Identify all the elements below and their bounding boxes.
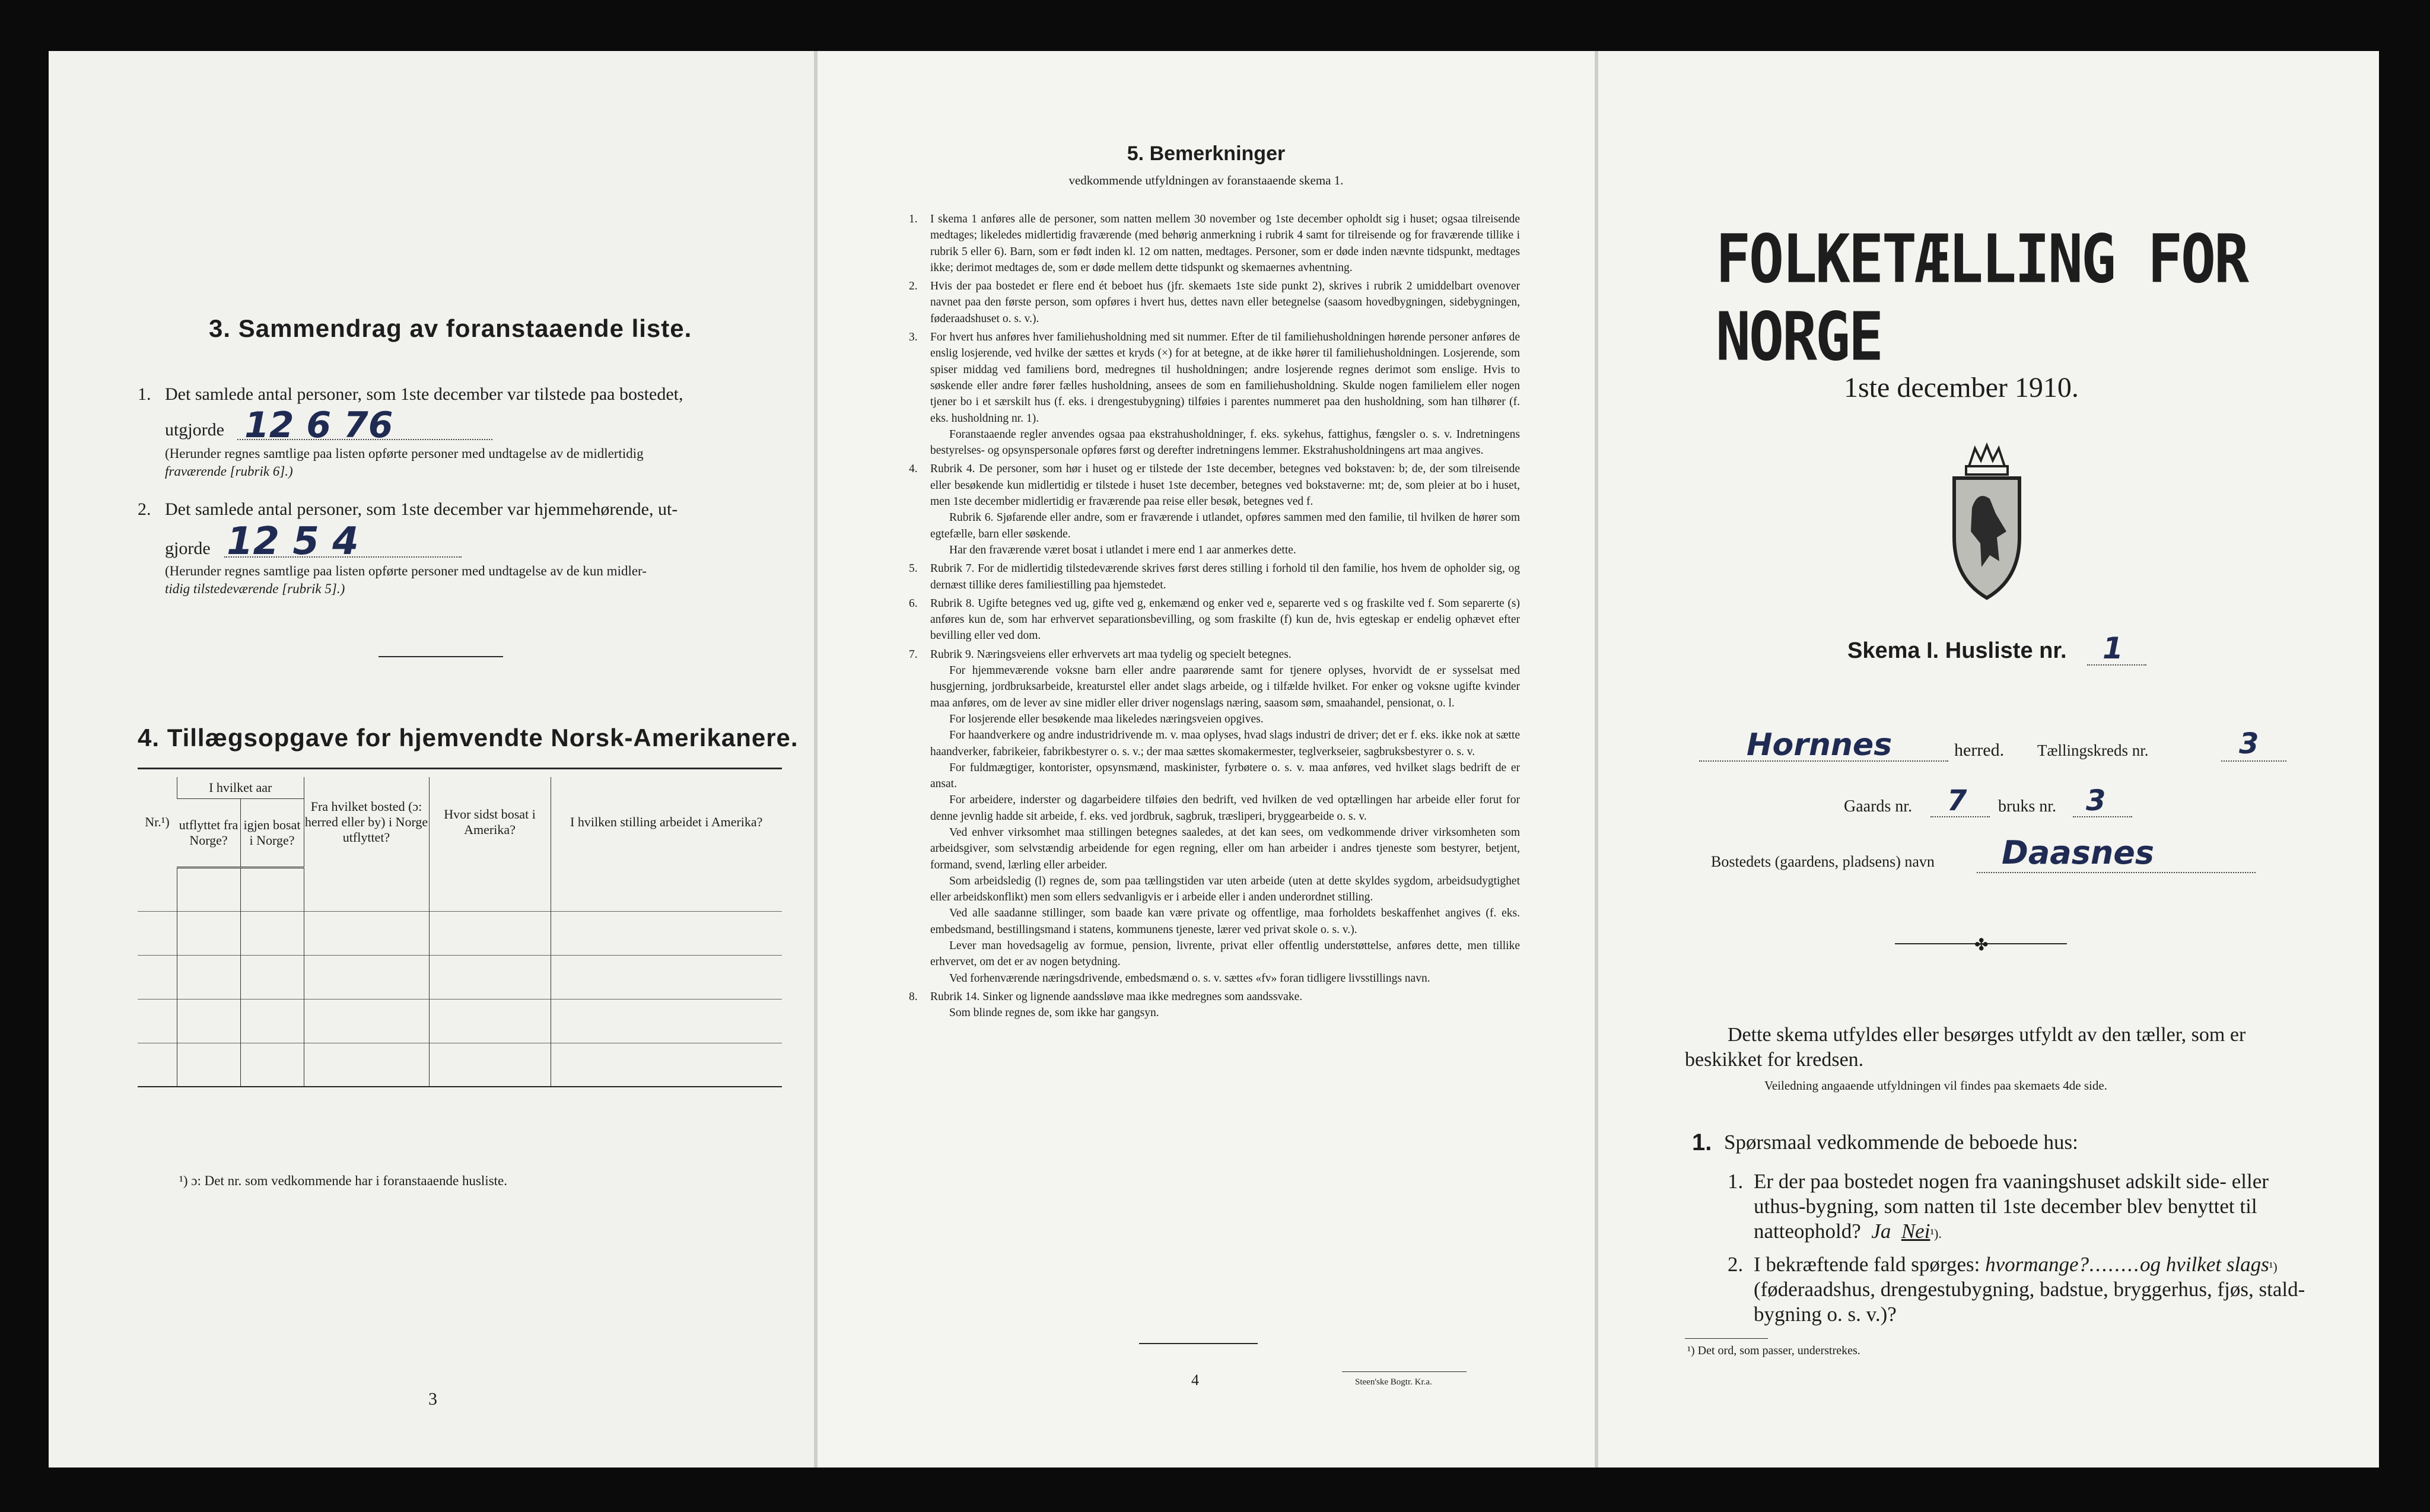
remark-paragraph: Foranstaaende regler anvendes ogsaa paa ekstrahusholdninger, f. eks. sykehus, fattighus, fængsler o. s. v. Indretningens bestyrelses- og opsynspersonale opføres først og derefter indretningens lemmer. Ekstrahusholdningens art maa angives. bbox=[930, 428, 1520, 457]
header-stilling: I hvilken stilling arbeidet i Amerika? bbox=[551, 777, 782, 867]
footnote: ¹) Det ord, som passer, understrekes. bbox=[1687, 1344, 1860, 1357]
remark-item: 5. Rubrik 7. For de midlertidig tilstedeværende skrives først deres stilling i forhold til den familie, hos hvem de opholder sig, og dernæst tillike deres familiestilling paa hjemstedet. bbox=[909, 562, 1520, 591]
remark-paragraph: For hjemmeværende voksne barn eller andre paarørende samt for tjenere oplyses, hvorvidt de er sysselsat med husgjerning, jordbruksarbeide, kreaturstel eller andet slags arbeide, og i tilfælde hvilket. For enker og voksne ugifte kvinder maa anføres, om de lever av sine midler eller driver nogenslags næring, saasom søm, smaahandel, pensionat, o. l. bbox=[930, 664, 1520, 709]
remark-paragraph: Ved alle saadanne stillinger, som baade kan være private og offentlige, maa forholdets beskaffenhet angives (f. eks. embedsmand, bestillingsmand i statens, kommunens tjeneste, lærer ved privat skole o. s. v.). bbox=[930, 907, 1520, 936]
table-row bbox=[138, 1043, 782, 1087]
remark-paragraph: Ved enhver virksomhet maa stillingen betegnes saaledes, at det kan sees, om vedkommende driver virksomheten som arbeidsgiver, som selvstændig arbeidende for egen regning, eller om han arbeider i andres tjeneste som bestyrer, betjent, formand, svend, lærling eller arbeider. bbox=[930, 826, 1520, 871]
kreds-label: Tællingskreds nr. bbox=[2037, 741, 2149, 759]
kreds-dotted-line bbox=[2221, 760, 2286, 762]
item-2-handwritten-value: 12 5 4 bbox=[227, 520, 359, 564]
item-1-text: Det samlede antal personer, som 1ste december var tilstede paa bostedet, bbox=[165, 384, 683, 404]
ornament-icon: ✤ bbox=[1974, 936, 1989, 954]
item-2-number: 2. bbox=[138, 499, 151, 519]
page-1 bbox=[1598, 51, 2379, 1468]
header-utflyttet: utflyttet fra Norge? bbox=[177, 798, 241, 867]
kreds-value: 3 bbox=[2239, 727, 2259, 760]
instruction-line-b: beskikket for kredsen. bbox=[1685, 1049, 1864, 1071]
header-group-year: I hvilket aar bbox=[177, 777, 304, 798]
schema-label: Skema I. Husliste nr. bbox=[1847, 638, 2067, 663]
remark-paragraph: Ved forhenværende næringsdrivende, embedsmænd o. s. v. sættes «fv» foran tidligere livsstillings navn. bbox=[949, 972, 1430, 985]
table-footnote: ¹) ɔ: Det nr. som vedkommende har i foranstaaende husliste. bbox=[179, 1173, 507, 1188]
q2-line-c: bygning o. s. v.)? bbox=[1754, 1303, 1897, 1326]
remark-paragraph: Lever man hovedsagelig av formue, pension, livrente, privat eller offentlig understøttelse, anføres dette, men tillike erhvervet, om det er av nogen betydning. bbox=[930, 940, 1520, 969]
remark-item: 2. Hvis der paa bostedet er flere end ét beboet hus (jfr. skemaets 1ste side punkt 2), skrives i rubrik 2 umiddelbart ovenover navnet paa den første person, som opføres i hvert hus, dettes navn eller betegnelse (saasom hovedbygningen, sidebygningen, føderaadshuset o. s. v.). bbox=[909, 280, 1520, 325]
instruction-line-a: Dette skema utfyldes eller besørges utfyldt av den tæller, som er bbox=[1728, 1024, 2246, 1046]
printer-imprint: Steen'ske Bogtr. Kr.a. bbox=[1355, 1377, 1432, 1387]
table-row bbox=[138, 911, 782, 955]
gaards-label: Gaards nr. bbox=[1844, 797, 1913, 816]
item-2-note-a: (Herunder regnes samtlige paa listen opførte personer med undtagelse av de kun midler- bbox=[165, 564, 647, 578]
page-number: 4 bbox=[1191, 1371, 1199, 1389]
remark-item: 1. I skema 1 anføres alle de personer, som natten mellem 30 november og 1ste december opholdt sig i huset; ogsaa tilreisende medtages; likeledes midlertidig fraværende (med behørig anmerkning i rubrik 4 samt for tilreisende og for fraværende tillike i rubrik 5 eller 6). Barn, som er født inden kl. 12 om natten, medtages. Personer, som er døde inden nævnte tidspunkt, medtages ikke; derimot medtages de, som er døde mellem dette tidspunkt og skemaernes avhentning. bbox=[909, 213, 1520, 274]
footnote-rule bbox=[1685, 1338, 1768, 1339]
q1-line-b: uthus-bygning, som natten til 1ste december blev benyttet til bbox=[1754, 1195, 2257, 1218]
form-title: FOLKETÆLLING FOR NORGE bbox=[1716, 221, 2248, 377]
item-1-handwritten-value: 12 6 76 bbox=[244, 405, 393, 446]
remark-item: 6. Rubrik 8. Ugifte betegnes ved ug, gifte ved g, enkemænd og enker ved e, separerte ved s og fraskilte ved f. Som separerte (s) anføres kun de, som har erhvervet separationsbevilling, og som fraskilte (f) kun de, hvis egteskap er endelig ophævet efter bevilling eller ved dom. bbox=[909, 597, 1520, 642]
q1-line-c: natteophold? Ja Nei¹). bbox=[1754, 1220, 1942, 1243]
bosted-value: Daasnes bbox=[2002, 834, 2155, 871]
gaards-value: 7 bbox=[1947, 784, 1967, 817]
remark-paragraph: For fuldmægtiger, kontorister, opsynsmænd, maskinister, fyrbøtere o. s. v. maa anføres, ved hvilket slags bedrift de er ansat. bbox=[930, 761, 1520, 791]
remark-paragraph: Har den fraværende været bosat i utlandet i mere end 1 aar anmerkes dette. bbox=[949, 543, 1296, 556]
remark-item: 4. Rubrik 4. De personer, som hør i huset og er tilstede der 1ste december, betegnes ved bokstaven: b; de, der som tilreisende eller besøkende kun midlertidig er tilstede i huset 1ste december, betegnes ved bokstaverne: mt; de, som pleier at bo i huset, men 1ste december midlertidig er fraværende paa reise eller besøk, betegnes ved f. bbox=[909, 463, 1520, 508]
q1-line-a: Er der paa bostedet nogen fra vaaningshuset adskilt side- eller bbox=[1754, 1170, 2269, 1193]
header-igjen: igjen bosat i Norge? bbox=[240, 798, 304, 867]
form-date: 1ste december 1910. bbox=[1844, 372, 2079, 403]
item-2-note-b: tidig tilstedeværende [rubrik 5].) bbox=[165, 581, 345, 596]
remarks-list bbox=[909, 211, 1520, 1021]
remark-paragraph: Som blinde regnes de, som ikke har gangsyn. bbox=[949, 1007, 1159, 1020]
question-section-number: 1. bbox=[1692, 1129, 1712, 1156]
section-3-title: 3. Sammendrag av foranstaaende liste. bbox=[209, 314, 692, 342]
header-hvor-sidst: Hvor sidst bosat i Amerika? bbox=[429, 777, 551, 867]
remark-item: 7. Rubrik 9. Næringsveiens eller erhvervets art maa tydelig og specielt betegnes. bbox=[909, 648, 1292, 661]
remark-paragraph: For haandverkere og andre industridrivende m. v. maa oplyses, hvad slags industri de driver; det er f. eks. ikke nok at sætte haandverker, fabrikeier, fabrikbestyrer o. s. v.; der maa sættes skomakermester, teglverkseier, sagbruksbestyrer o. s. v. bbox=[930, 729, 1520, 758]
remark-item: 3. For hvert hus anføres hver familiehusholdning med sit nummer. Efter de til familiehusholdningen hørende personer anføres de enslig losjerende, ved hvilke der sættes et kryds (×) for at betegne, at de ikke hører til familiehusholdningen. Losjerende, som spiser middag ved familiens bord, medregnes til husholdningen; andre losjerende regnes derimot som enslige. Hvis to søskende eller andre fører fælles husholdning, ansees de som en familiehusholdning. Skulde nogen familielem eller nogen tjener bo i et særskilt hus (f. eks. i drengestubygning) tilføies i parentes nummeret paa den husholdning, som han tilhører (f. eks. husholdning nr. 1). bbox=[909, 331, 1520, 425]
norsk-amerikanere-table bbox=[138, 777, 782, 1087]
page-3 bbox=[49, 51, 814, 1468]
q2-line-b: (føderaadshus, drengestubygning, badstue, bryggerhus, fjøs, stald- bbox=[1754, 1278, 2305, 1301]
item-1-note-b: fraværende [rubrik 6].) bbox=[165, 464, 293, 479]
bosted-dotted-line bbox=[1977, 872, 2256, 873]
remarks-subtitle: vedkommende utfyldningen av foranstaaende skema 1. bbox=[1068, 173, 1344, 187]
item-2-lead: gjorde bbox=[165, 539, 211, 558]
printer-rule bbox=[1342, 1371, 1467, 1372]
remark-paragraph: For arbeidere, inderster og dagarbeidere tilføies den bedrift, ved hvilken de ved optællingen har arbeide eller forut for denne jevnlig hadde sit arbeide, f. eks. ved jordbruk, sagbruk, træsliperi, bryggearbeide o. s. v. bbox=[930, 794, 1520, 823]
item-1-lead: utgjorde bbox=[165, 420, 224, 440]
remark-paragraph: Rubrik 6. Sjøfarende eller andre, som er fraværende i utlandet, opføres sammen med den familie, til hvilken de hører som egtefælle, barn eller søskende. bbox=[930, 511, 1520, 540]
table-row bbox=[138, 999, 782, 1043]
herred-label: herred. bbox=[1954, 740, 2005, 760]
header-fra-bosted: Fra hvilket bosted (ɔ: herred eller by) i Norge utflyttet? bbox=[304, 777, 429, 867]
coat-of-arms-icon bbox=[1942, 443, 2031, 603]
husliste-number: 1 bbox=[2103, 631, 2123, 666]
q2-number: 2. bbox=[1728, 1253, 1744, 1276]
table-top-rule bbox=[138, 768, 782, 769]
item-2-text: Det samlede antal personer, som 1ste december var hjemmehørende, ut- bbox=[165, 499, 678, 519]
remark-paragraph: For losjerende eller besøkende maa likeledes næringsveien opgives. bbox=[949, 712, 1264, 725]
section-4-title: 4. Tillægsopgave for hjemvendte Norsk-Amerikanere. bbox=[138, 724, 799, 752]
header-nr: Nr.¹) bbox=[145, 814, 170, 829]
remark-paragraph: Som arbeidsledig (l) regnes de, som paa tællingstiden var uten arbeide (uten at dette skyldes sygdom, arbeidsudygtighet eller arbeidskonflikt) men som ellers sedvanligvis er i arbeide eller i anden underordnet stilling. bbox=[930, 874, 1520, 904]
remarks-title: 5. Bemerkninger bbox=[1127, 142, 1286, 165]
item-1-note-a: (Herunder regnes samtlige paa listen opførte personer med undtagelse av de midlertidig bbox=[165, 446, 644, 461]
separator-rule bbox=[1139, 1343, 1258, 1344]
herred-value: Hornnes bbox=[1747, 727, 1893, 763]
separator-rule bbox=[379, 656, 503, 657]
q1-number: 1. bbox=[1728, 1170, 1744, 1193]
table-row bbox=[138, 955, 782, 999]
guidance-note: Veiledning angaaende utfyldningen vil findes paa skemaets 4de side. bbox=[1764, 1078, 2107, 1093]
bosted-label: Bostedets (gaardens, pladsens) navn bbox=[1711, 853, 1935, 870]
remark-item: 8. Rubrik 14. Sinker og lignende aandssløve maa ikke medregnes som aandssvake. bbox=[909, 990, 1303, 1003]
page-4 bbox=[818, 51, 1595, 1468]
answer-nei-underlined: Nei bbox=[1901, 1220, 1930, 1243]
answer-ja: Ja bbox=[1871, 1220, 1891, 1243]
table-row bbox=[138, 867, 782, 911]
bruks-label: bruks nr. bbox=[1998, 797, 2056, 816]
item-1-number: 1. bbox=[138, 384, 151, 404]
bruks-value: 3 bbox=[2086, 784, 2106, 817]
page-number: 3 bbox=[428, 1389, 437, 1409]
question-section-label: Spørsmaal vedkommende de beboede hus: bbox=[1724, 1131, 2078, 1154]
q2-line-a: I bekræftende fald spørges: hvormange?........og hvilket slags¹) bbox=[1754, 1253, 2278, 1276]
